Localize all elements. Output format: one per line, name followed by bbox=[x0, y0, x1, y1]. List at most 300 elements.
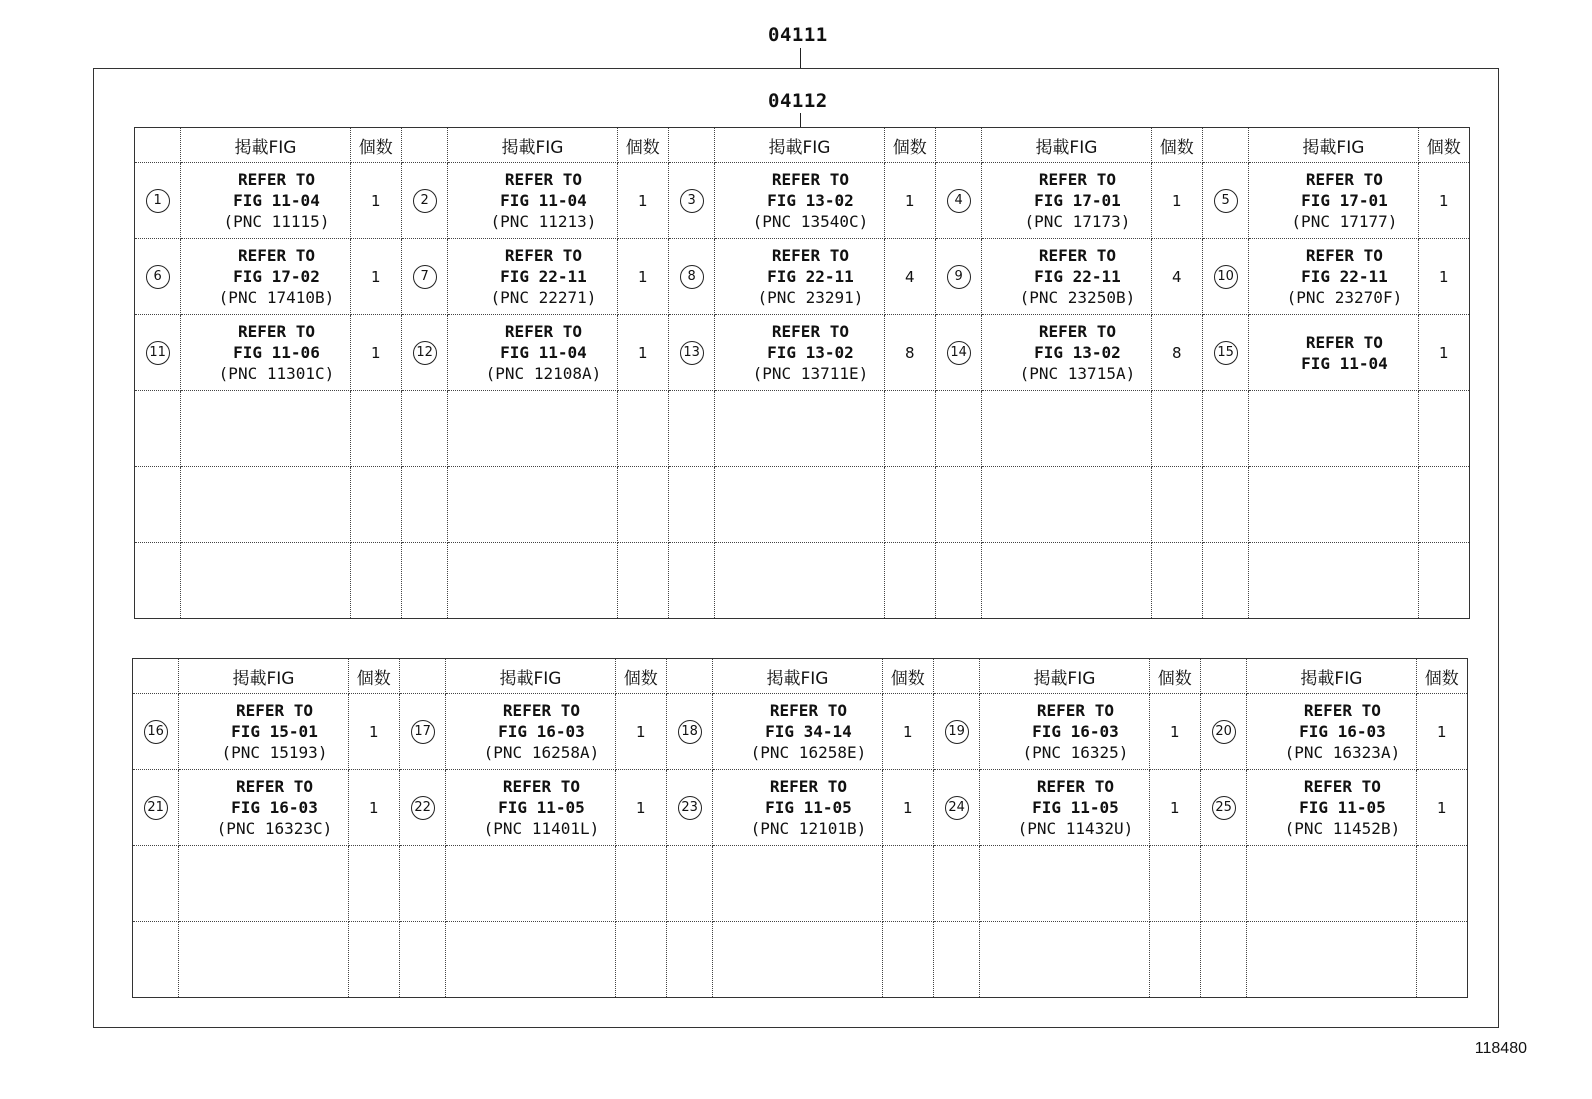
reference-refer: REFER TO bbox=[771, 170, 849, 189]
quantity-cell bbox=[882, 694, 933, 770]
reference-cell bbox=[982, 543, 1151, 619]
header-blank bbox=[1202, 128, 1248, 163]
reference-pnc: (PNC 12108A) bbox=[485, 364, 602, 383]
reference-pnc: (PNC 16323A) bbox=[1284, 743, 1401, 762]
quantity-cell bbox=[1418, 315, 1469, 391]
reference-cell bbox=[446, 922, 615, 998]
item-number-badge: 4 bbox=[947, 189, 971, 213]
reference-refer: REFER TO bbox=[771, 322, 849, 341]
quantity-cell bbox=[884, 467, 935, 543]
quantity-value: 8 bbox=[1171, 343, 1182, 362]
item-number-cell bbox=[1202, 391, 1248, 467]
reference-pnc: (PNC 11115) bbox=[223, 212, 330, 231]
quantity-cell bbox=[348, 694, 399, 770]
quantity-cell bbox=[884, 543, 935, 619]
header-blank bbox=[933, 659, 979, 694]
reference-cell bbox=[980, 846, 1149, 922]
item-number-cell bbox=[1202, 163, 1248, 239]
reference-cell bbox=[1249, 543, 1418, 619]
header-qty: 個数 bbox=[350, 128, 401, 163]
reference-refer: REFER TO bbox=[769, 701, 847, 720]
table-row bbox=[135, 163, 1470, 239]
quantity-cell bbox=[1416, 922, 1467, 998]
table-row bbox=[135, 467, 1470, 543]
diagram-id: 118480 bbox=[1474, 1040, 1527, 1057]
quantity-cell bbox=[1416, 770, 1467, 846]
quantity-value: 1 bbox=[371, 267, 381, 286]
item-number-cell bbox=[1200, 846, 1246, 922]
quantity-cell bbox=[617, 391, 668, 467]
quantity-cell bbox=[1418, 163, 1469, 239]
reference-fig: FIG 22-11 bbox=[1034, 267, 1121, 286]
header-fig: 掲載FIG bbox=[982, 128, 1151, 163]
quantity-value: 1 bbox=[1439, 191, 1449, 210]
header-qty: 個数 bbox=[348, 659, 399, 694]
item-number-badge: 19 bbox=[945, 720, 969, 744]
item-number-cell bbox=[135, 391, 181, 467]
quantity-cell bbox=[350, 543, 401, 619]
quantity-cell bbox=[348, 922, 399, 998]
item-number-badge: 11 bbox=[146, 341, 170, 365]
header-row bbox=[133, 659, 1468, 694]
quantity-value: 1 bbox=[638, 343, 648, 362]
reference-refer: REFER TO bbox=[769, 777, 847, 796]
reference-cell bbox=[181, 467, 350, 543]
quantity-cell bbox=[1151, 315, 1202, 391]
item-number-cell bbox=[135, 163, 181, 239]
quantity-cell bbox=[615, 922, 666, 998]
quantity-cell bbox=[1151, 239, 1202, 315]
reference-pnc: (PNC 11301C) bbox=[218, 364, 335, 383]
reference-cell bbox=[179, 694, 348, 770]
header-fig: 掲載FIG bbox=[1247, 659, 1416, 694]
reference-cell bbox=[1249, 391, 1418, 467]
reference-refer: REFER TO bbox=[1036, 777, 1114, 796]
parts-table-1 bbox=[134, 127, 1470, 619]
header-qty: 個数 bbox=[1416, 659, 1467, 694]
quantity-value: 1 bbox=[636, 722, 646, 741]
reference-fig: FIG 16-03 bbox=[231, 798, 318, 817]
reference-pnc: (PNC 13715A) bbox=[1019, 364, 1136, 383]
quantity-cell bbox=[350, 315, 401, 391]
inner-leader-line bbox=[800, 113, 801, 128]
quantity-cell bbox=[882, 846, 933, 922]
reference-pnc: (PNC 11452B) bbox=[1284, 819, 1401, 838]
item-number-cell bbox=[668, 543, 714, 619]
table-row bbox=[133, 770, 1468, 846]
reference-pnc: (PNC 15193) bbox=[221, 743, 328, 762]
reference-pnc: (PNC 13540C) bbox=[752, 212, 869, 231]
item-number-cell bbox=[933, 694, 979, 770]
outer-leader-line bbox=[800, 48, 801, 68]
header-row bbox=[135, 128, 1470, 163]
quantity-cell bbox=[617, 543, 668, 619]
reference-cell bbox=[1247, 694, 1416, 770]
item-number-badge: 18 bbox=[678, 720, 702, 744]
header-blank bbox=[133, 659, 179, 694]
header-fig: 掲載FIG bbox=[446, 659, 615, 694]
quantity-value: 8 bbox=[904, 343, 915, 362]
reference-refer: REFER TO bbox=[237, 322, 315, 341]
reference-cell bbox=[982, 163, 1151, 239]
quantity-cell bbox=[617, 315, 668, 391]
quantity-value: 1 bbox=[638, 267, 648, 286]
reference-refer: REFER TO bbox=[504, 246, 582, 265]
reference-cell bbox=[1249, 163, 1418, 239]
reference-refer: REFER TO bbox=[502, 701, 580, 720]
quantity-cell bbox=[350, 391, 401, 467]
reference-pnc: (PNC 16325) bbox=[1022, 743, 1129, 762]
reference-cell bbox=[181, 315, 350, 391]
reference-fig: FIG 34-14 bbox=[765, 722, 852, 741]
reference-fig: FIG 11-04 bbox=[233, 191, 320, 210]
item-number-cell bbox=[399, 770, 445, 846]
reference-pnc: (PNC 22271) bbox=[490, 288, 597, 307]
item-number-cell bbox=[1202, 315, 1248, 391]
reference-fig: FIG 11-05 bbox=[1032, 798, 1119, 817]
header-blank bbox=[135, 128, 181, 163]
reference-refer: REFER TO bbox=[237, 246, 315, 265]
quantity-cell bbox=[1418, 543, 1469, 619]
reference-cell bbox=[446, 694, 615, 770]
item-number-cell bbox=[935, 239, 981, 315]
item-number-cell bbox=[935, 391, 981, 467]
table-row bbox=[133, 694, 1468, 770]
reference-pnc: (PNC 11401L) bbox=[483, 819, 600, 838]
item-number-badge: 10 bbox=[1214, 265, 1238, 289]
item-number-cell bbox=[668, 239, 714, 315]
reference-cell bbox=[181, 239, 350, 315]
item-number-cell bbox=[399, 846, 445, 922]
quantity-cell bbox=[617, 163, 668, 239]
reference-refer: REFER TO bbox=[771, 246, 849, 265]
quantity-cell bbox=[617, 467, 668, 543]
reference-pnc: (PNC 16258A) bbox=[483, 743, 600, 762]
table-row bbox=[133, 922, 1468, 998]
item-number-cell bbox=[666, 694, 712, 770]
quantity-cell bbox=[1149, 922, 1200, 998]
reference-refer: REFER TO bbox=[1038, 322, 1116, 341]
reference-cell bbox=[980, 770, 1149, 846]
inner-assembly-label: 04112 bbox=[768, 90, 828, 112]
header-blank bbox=[935, 128, 981, 163]
reference-cell bbox=[982, 467, 1151, 543]
header-qty: 個数 bbox=[615, 659, 666, 694]
item-number-cell bbox=[401, 467, 447, 543]
quantity-cell bbox=[615, 770, 666, 846]
reference-cell bbox=[715, 467, 884, 543]
quantity-value: 4 bbox=[1171, 267, 1182, 286]
reference-cell bbox=[179, 846, 348, 922]
reference-cell bbox=[448, 239, 617, 315]
item-number-badge: 2 bbox=[413, 189, 437, 213]
item-number-badge: 5 bbox=[1214, 189, 1238, 213]
reference-cell bbox=[446, 846, 615, 922]
quantity-value: 1 bbox=[1171, 191, 1182, 210]
item-number-badge: 14 bbox=[947, 341, 971, 365]
item-number-cell bbox=[666, 846, 712, 922]
reference-refer: REFER TO bbox=[1038, 246, 1116, 265]
reference-fig: FIG 17-01 bbox=[1301, 191, 1388, 210]
item-number-cell bbox=[399, 694, 445, 770]
quantity-cell bbox=[348, 770, 399, 846]
reference-cell bbox=[1247, 922, 1416, 998]
reference-cell bbox=[181, 163, 350, 239]
item-number-badge: 6 bbox=[146, 265, 170, 289]
quantity-value: 1 bbox=[1169, 722, 1180, 741]
header-blank bbox=[1200, 659, 1246, 694]
quantity-cell bbox=[884, 391, 935, 467]
item-number-cell bbox=[1202, 467, 1248, 543]
header-qty: 個数 bbox=[617, 128, 668, 163]
reference-pnc: (PNC 17410B) bbox=[218, 288, 335, 307]
reference-cell bbox=[982, 391, 1151, 467]
reference-cell bbox=[1247, 846, 1416, 922]
item-number-cell bbox=[668, 467, 714, 543]
item-number-badge: 17 bbox=[411, 720, 435, 744]
reference-refer: REFER TO bbox=[504, 322, 582, 341]
reference-fig: FIG 16-03 bbox=[1032, 722, 1119, 741]
item-number-badge: 9 bbox=[947, 265, 971, 289]
quantity-cell bbox=[884, 315, 935, 391]
quantity-cell bbox=[884, 163, 935, 239]
reference-cell bbox=[982, 315, 1151, 391]
reference-fig: FIG 17-01 bbox=[1034, 191, 1121, 210]
reference-pnc: (PNC 11213) bbox=[490, 212, 597, 231]
item-number-badge: 23 bbox=[678, 796, 702, 820]
reference-cell bbox=[982, 239, 1151, 315]
quantity-cell bbox=[1418, 391, 1469, 467]
reference-cell bbox=[448, 391, 617, 467]
reference-cell bbox=[1249, 239, 1418, 315]
reference-refer: REFER TO bbox=[235, 701, 313, 720]
quantity-value: 1 bbox=[638, 191, 648, 210]
header-fig: 掲載FIG bbox=[448, 128, 617, 163]
parts-table-2 bbox=[132, 658, 1468, 998]
item-number-cell bbox=[399, 922, 445, 998]
reference-fig: FIG 11-04 bbox=[500, 191, 587, 210]
item-number-cell bbox=[935, 467, 981, 543]
header-qty: 個数 bbox=[1418, 128, 1469, 163]
quantity-value: 4 bbox=[904, 267, 915, 286]
item-number-cell bbox=[135, 543, 181, 619]
quantity-cell bbox=[350, 163, 401, 239]
reference-refer: REFER TO bbox=[1305, 246, 1383, 265]
quantity-cell bbox=[350, 467, 401, 543]
reference-pnc: (PNC 11432U) bbox=[1017, 819, 1134, 838]
quantity-cell bbox=[1151, 543, 1202, 619]
item-number-cell bbox=[133, 694, 179, 770]
quantity-value: 1 bbox=[1439, 267, 1449, 286]
item-number-cell bbox=[1200, 922, 1246, 998]
reference-cell bbox=[715, 315, 884, 391]
table-row bbox=[135, 391, 1470, 467]
header-fig: 掲載FIG bbox=[1249, 128, 1418, 163]
item-number-cell bbox=[1202, 239, 1248, 315]
header-qty: 個数 bbox=[884, 128, 935, 163]
quantity-value: 1 bbox=[371, 191, 381, 210]
quantity-value: 1 bbox=[904, 191, 915, 210]
reference-fig: FIG 13-02 bbox=[767, 343, 854, 362]
header-fig: 掲載FIG bbox=[980, 659, 1149, 694]
reference-cell bbox=[713, 922, 882, 998]
reference-cell bbox=[715, 239, 884, 315]
table-row bbox=[133, 846, 1468, 922]
item-number-badge: 12 bbox=[413, 341, 437, 365]
header-fig: 掲載FIG bbox=[181, 128, 350, 163]
reference-fig: FIG 22-11 bbox=[767, 267, 854, 286]
item-number-cell bbox=[135, 315, 181, 391]
reference-cell bbox=[181, 391, 350, 467]
quantity-value: 1 bbox=[1169, 798, 1180, 817]
item-number-badge: 1 bbox=[146, 189, 170, 213]
item-number-cell bbox=[1200, 770, 1246, 846]
reference-fig: FIG 16-03 bbox=[498, 722, 585, 741]
reference-fig: FIG 22-11 bbox=[1301, 267, 1388, 286]
item-number-cell bbox=[933, 846, 979, 922]
reference-pnc: (PNC 23250B) bbox=[1019, 288, 1136, 307]
item-number-badge: 25 bbox=[1212, 796, 1236, 820]
reference-cell bbox=[181, 543, 350, 619]
reference-pnc: (PNC 12101B) bbox=[750, 819, 867, 838]
quantity-cell bbox=[1151, 163, 1202, 239]
item-number-cell bbox=[401, 391, 447, 467]
quantity-value: 1 bbox=[369, 722, 379, 741]
item-number-cell bbox=[933, 922, 979, 998]
header-qty: 個数 bbox=[1149, 659, 1200, 694]
reference-cell bbox=[713, 694, 882, 770]
header-blank bbox=[668, 128, 714, 163]
reference-refer: REFER TO bbox=[1305, 170, 1383, 189]
reference-cell bbox=[448, 467, 617, 543]
reference-fig: FIG 16-03 bbox=[1299, 722, 1386, 741]
reference-cell bbox=[715, 391, 884, 467]
reference-fig: FIG 13-02 bbox=[1034, 343, 1121, 362]
item-number-cell bbox=[135, 239, 181, 315]
item-number-badge: 8 bbox=[680, 265, 704, 289]
reference-pnc: (PNC 23291) bbox=[757, 288, 864, 307]
quantity-value: 1 bbox=[369, 798, 379, 817]
reference-fig: FIG 15-01 bbox=[231, 722, 318, 741]
item-number-cell bbox=[933, 770, 979, 846]
quantity-value: 1 bbox=[902, 722, 913, 741]
item-number-badge: 21 bbox=[144, 796, 168, 820]
item-number-cell bbox=[1202, 543, 1248, 619]
quantity-cell bbox=[1418, 239, 1469, 315]
reference-refer: REFER TO bbox=[1303, 777, 1381, 796]
reference-cell bbox=[1249, 315, 1418, 391]
quantity-cell bbox=[1418, 467, 1469, 543]
quantity-cell bbox=[882, 922, 933, 998]
item-number-badge: 20 bbox=[1212, 720, 1236, 744]
quantity-value: 1 bbox=[902, 798, 913, 817]
table-row bbox=[135, 315, 1470, 391]
item-number-cell bbox=[401, 543, 447, 619]
table-row bbox=[135, 543, 1470, 619]
item-number-cell bbox=[133, 770, 179, 846]
item-number-badge: 15 bbox=[1214, 341, 1238, 365]
reference-refer: REFER TO bbox=[1305, 332, 1383, 352]
item-number-cell bbox=[668, 163, 714, 239]
reference-fig: FIG 11-04 bbox=[500, 343, 587, 362]
item-number-cell bbox=[401, 239, 447, 315]
item-number-cell bbox=[666, 770, 712, 846]
reference-cell bbox=[713, 846, 882, 922]
reference-cell bbox=[448, 163, 617, 239]
reference-cell bbox=[715, 543, 884, 619]
reference-cell bbox=[179, 770, 348, 846]
item-number-cell bbox=[935, 315, 981, 391]
item-number-cell bbox=[1200, 694, 1246, 770]
quantity-cell bbox=[615, 694, 666, 770]
item-number-cell bbox=[401, 163, 447, 239]
quantity-value: 1 bbox=[1439, 343, 1449, 362]
reference-pnc: (PNC 16258E) bbox=[750, 743, 867, 762]
item-number-cell bbox=[133, 922, 179, 998]
item-number-badge: 24 bbox=[945, 796, 969, 820]
reference-pnc: (PNC 17177) bbox=[1291, 212, 1398, 231]
reference-refer: REFER TO bbox=[1303, 701, 1381, 720]
quantity-value: 1 bbox=[1437, 722, 1447, 741]
item-number-cell bbox=[935, 543, 981, 619]
quantity-value: 1 bbox=[636, 798, 646, 817]
reference-fig: FIG 11-04 bbox=[1301, 353, 1388, 373]
outer-assembly-label: 04111 bbox=[768, 24, 828, 46]
header-fig: 掲載FIG bbox=[713, 659, 882, 694]
reference-pnc: (PNC 23270F) bbox=[1286, 288, 1403, 307]
item-number-cell bbox=[133, 846, 179, 922]
reference-fig: FIG 11-06 bbox=[233, 343, 320, 362]
header-fig: 掲載FIG bbox=[715, 128, 884, 163]
quantity-value: 1 bbox=[1437, 798, 1447, 817]
quantity-value: 1 bbox=[371, 343, 381, 362]
reference-refer: REFER TO bbox=[504, 170, 582, 189]
quantity-cell bbox=[884, 239, 935, 315]
reference-fig: FIG 17-02 bbox=[233, 267, 320, 286]
header-fig: 掲載FIG bbox=[179, 659, 348, 694]
quantity-cell bbox=[1416, 846, 1467, 922]
reference-refer: REFER TO bbox=[1038, 170, 1116, 189]
reference-cell bbox=[448, 543, 617, 619]
header-blank bbox=[401, 128, 447, 163]
reference-cell bbox=[980, 922, 1149, 998]
reference-fig: FIG 11-05 bbox=[1299, 798, 1386, 817]
item-number-cell bbox=[935, 163, 981, 239]
header-blank bbox=[666, 659, 712, 694]
reference-refer: REFER TO bbox=[502, 777, 580, 796]
quantity-cell bbox=[882, 770, 933, 846]
quantity-cell bbox=[1149, 846, 1200, 922]
reference-pnc: (PNC 16323C) bbox=[216, 819, 333, 838]
reference-fig: FIG 22-11 bbox=[500, 267, 587, 286]
quantity-cell bbox=[348, 846, 399, 922]
item-number-cell bbox=[668, 391, 714, 467]
header-qty: 個数 bbox=[882, 659, 933, 694]
reference-cell bbox=[1249, 467, 1418, 543]
item-number-badge: 22 bbox=[411, 796, 435, 820]
reference-refer: REFER TO bbox=[1036, 701, 1114, 720]
reference-refer: REFER TO bbox=[235, 777, 313, 796]
reference-pnc: (PNC 17173) bbox=[1024, 212, 1131, 231]
reference-fig: FIG 11-05 bbox=[765, 798, 852, 817]
reference-cell bbox=[446, 770, 615, 846]
header-qty: 個数 bbox=[1151, 128, 1202, 163]
reference-pnc: (PNC 13711E) bbox=[752, 364, 869, 383]
quantity-cell bbox=[1416, 694, 1467, 770]
item-number-badge: 13 bbox=[680, 341, 704, 365]
item-number-badge: 16 bbox=[144, 720, 168, 744]
table-row bbox=[135, 239, 1470, 315]
